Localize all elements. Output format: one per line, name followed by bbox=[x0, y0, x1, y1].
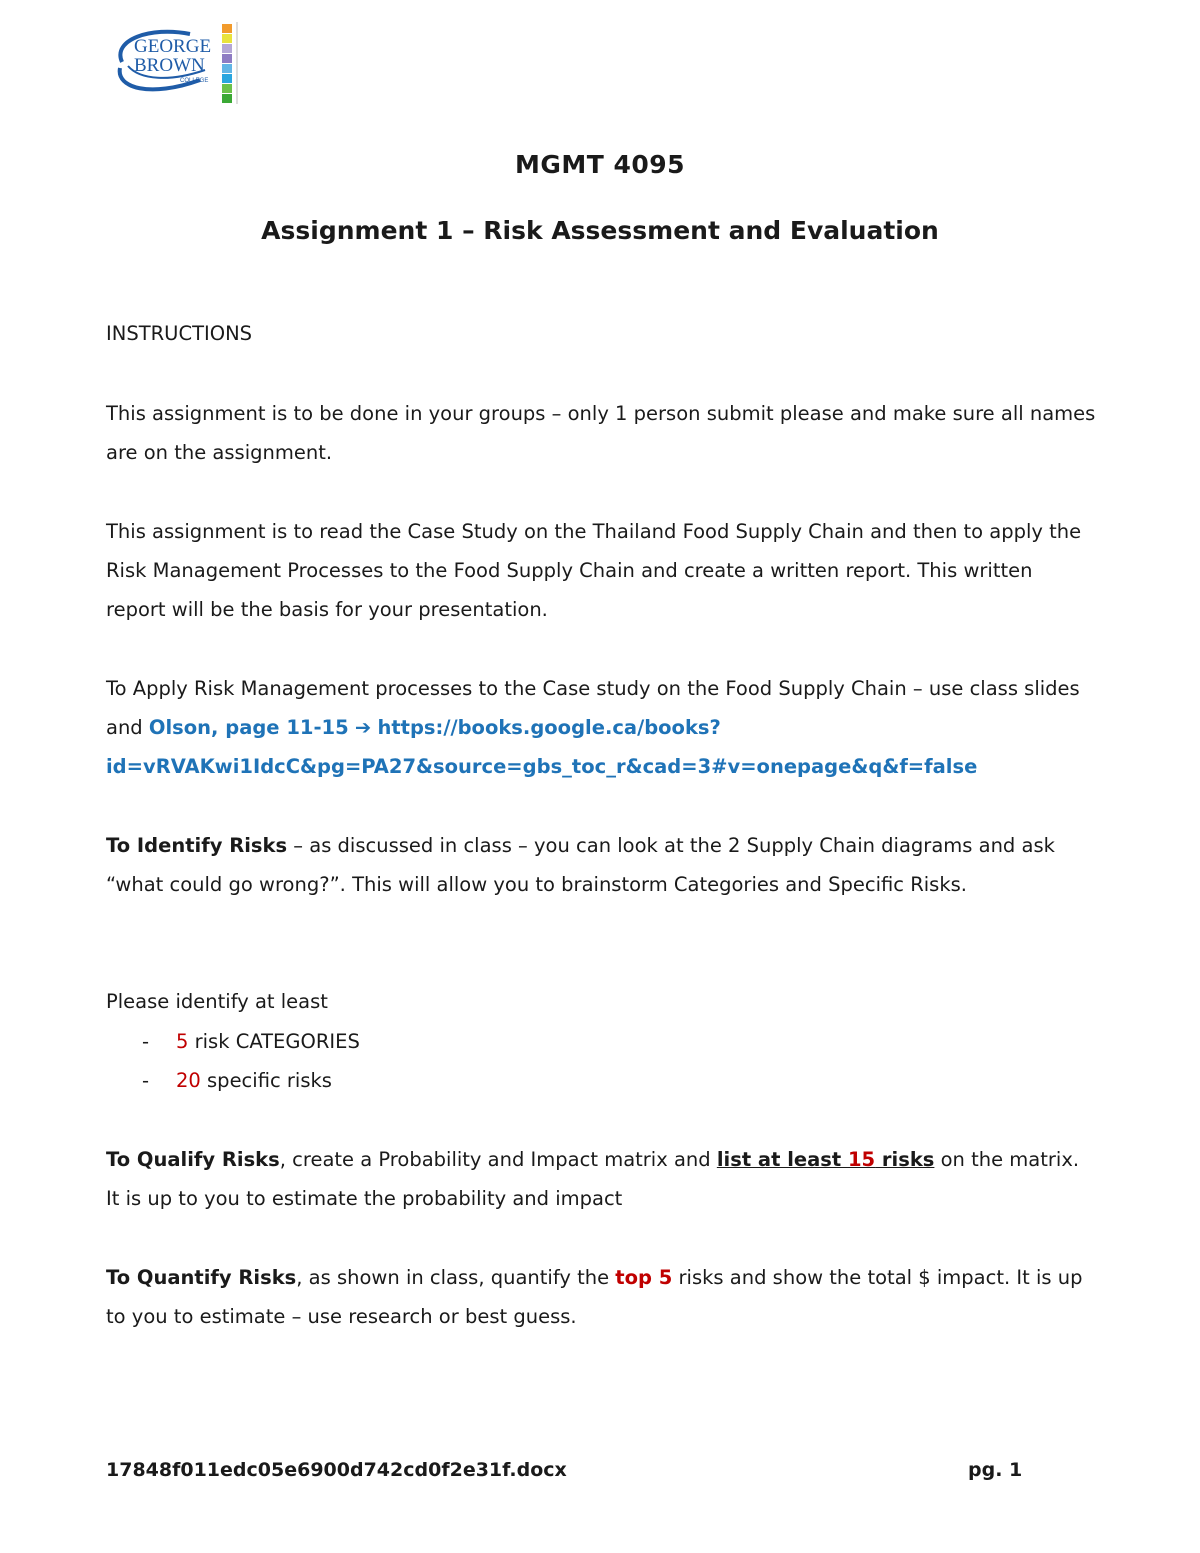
paragraph-identify bbox=[106, 826, 1096, 904]
identify-text: – as discussed in class – you can look at the 2 Supply Chain diagrams and ask “what could go wrong?”. This will allow you to brainstorm Categories and Specific Risks. bbox=[106, 834, 1055, 897]
course-code: MGMT 4095 bbox=[514, 150, 686, 179]
instructions-heading: INSTRUCTIONS bbox=[106, 322, 253, 345]
books-link-line2[interactable]: id=vRVAKwi1IdcC&pg=PA27&source=gbs_toc_r&cad=3#v=onepage&q&f=false bbox=[106, 755, 978, 779]
paragraph-groups: This assignment is to be done in your groups – only 1 person submit please and make sure all names are on the assignment. bbox=[106, 402, 1096, 465]
quantify-text-end: risks and show the total $ impact. It is up to you to estimate – use research or best guess. bbox=[106, 1266, 1083, 1329]
qualify-u1: list at least bbox=[716, 1148, 848, 1171]
paragraph-case-study: This assignment is to read the Case Study on the Thailand Food Supply Chain and then to apply the Risk Management Processes to the Food Supply Chain and create a written report. This written report will be the basis for your presentation. bbox=[106, 520, 1082, 622]
qualify-number: 15 bbox=[847, 1148, 876, 1171]
footer-page-number: pg. 1 bbox=[968, 1459, 1023, 1481]
svg-text:BROWN: BROWN bbox=[134, 55, 205, 76]
logo-stripe bbox=[222, 84, 232, 93]
list-item bbox=[106, 1022, 1096, 1061]
logo-stripe bbox=[222, 94, 232, 103]
qualify-text: , create a Probability and Impact matrix and bbox=[279, 1148, 717, 1171]
books-link-line1[interactable]: https://books.google.ca/books? bbox=[377, 716, 721, 740]
logo-stripe bbox=[222, 54, 232, 63]
qualify-u2: risks bbox=[875, 1148, 935, 1171]
apply-text: To Apply Risk Management processes to the Case study on the Food Supply Chain – use class slides and bbox=[106, 677, 1080, 740]
bullet-dash: - bbox=[142, 1030, 150, 1053]
bullet-text: risk CATEGORIES bbox=[188, 1030, 360, 1053]
svg-text:GEORGE: GEORGE bbox=[134, 36, 212, 57]
paragraph-apply bbox=[106, 669, 1096, 787]
quantify-text: , as shown in class, quantify the bbox=[296, 1266, 616, 1289]
quantify-label: To Quantify Risks bbox=[106, 1266, 297, 1289]
olson-reference: Olson, page 11-15 bbox=[148, 716, 349, 740]
bullet-list bbox=[106, 1022, 1096, 1100]
logo-stripe bbox=[222, 34, 232, 43]
identify-label: To Identify Risks bbox=[106, 834, 288, 857]
list-item bbox=[106, 1061, 1096, 1100]
assignment-title: Assignment 1 – Risk Assessment and Evaluation bbox=[261, 216, 939, 245]
bullet-dash: - bbox=[142, 1069, 150, 1093]
bullet-text: specific risks bbox=[200, 1069, 332, 1093]
logo-stripe bbox=[222, 64, 232, 73]
please-identify: Please identify at least bbox=[106, 990, 328, 1013]
logo-stripe bbox=[222, 24, 232, 33]
logo-stripe bbox=[222, 74, 232, 83]
arrow-icon: ➔ bbox=[354, 716, 372, 740]
qualify-underlined bbox=[717, 1148, 935, 1171]
qualify-text-end: on the matrix. It is up to you to estimate the probability and impact bbox=[106, 1148, 1080, 1211]
footer-filename: 17848f011edc05e6900d742cd0f2e31f.docx bbox=[106, 1459, 567, 1481]
bullet-number: 20 bbox=[176, 1069, 201, 1093]
paragraph-qualify bbox=[106, 1140, 1096, 1218]
bullet-number: 5 bbox=[176, 1030, 189, 1053]
george-brown-logo-icon bbox=[110, 22, 240, 104]
qualify-label: To Qualify Risks bbox=[106, 1148, 280, 1171]
svg-text:COLLEGE: COLLEGE bbox=[180, 78, 209, 84]
logo-stripe bbox=[222, 44, 232, 53]
college-logo bbox=[110, 22, 240, 104]
paragraph-quantify bbox=[106, 1258, 1096, 1336]
quantify-top: top 5 bbox=[615, 1266, 673, 1289]
